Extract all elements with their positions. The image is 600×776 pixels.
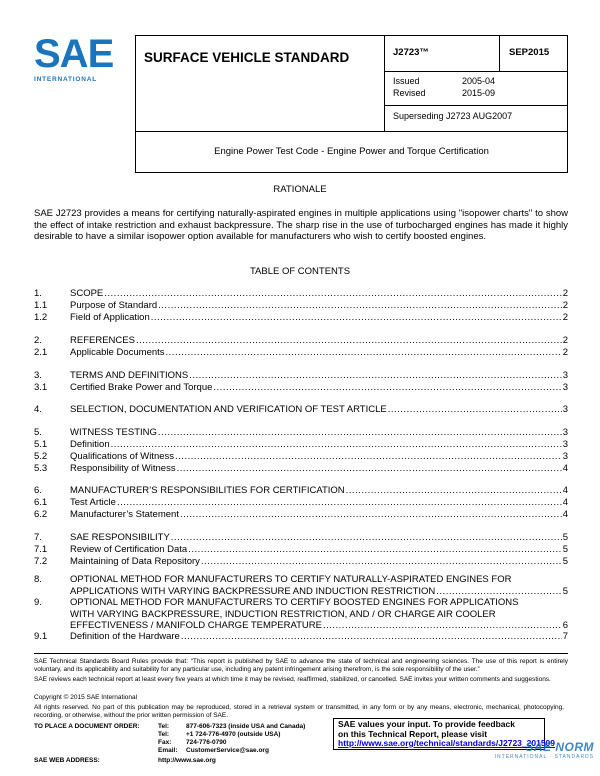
toc-title: Certified Brake Power and Torque (70, 382, 213, 393)
watermark-text: SAE NORM (525, 740, 594, 754)
header-divider (384, 35, 385, 132)
feedback-link[interactable]: http://www.sae.org/technical/standards/J2723_201509 (338, 738, 555, 748)
toc-page-number: 4 (562, 463, 568, 474)
toc-title: SCOPE (70, 288, 104, 299)
toc-title: SELECTION, DOCUMENTATION AND VERIFICATION OF TEST ARTICLE (70, 404, 387, 415)
toc-title: Field of Application (70, 312, 150, 323)
fax-label: Fax: (158, 739, 172, 746)
toc-page-number: 3 (562, 427, 568, 438)
toc-leader-dots (166, 347, 562, 359)
toc-leader-dots (111, 439, 562, 451)
toc-page-number: 7 (562, 631, 568, 642)
toc-leader-dots (171, 532, 562, 544)
footer-note: All rights reserved. No part of this publication may be reproduced, stored in a retrieval system or transmitted, in any form or by any means, electronic, mechanical, photocopying, recording, or otherwise, without the prior written permission of SAE. (34, 704, 564, 719)
revised-label: Revised (393, 88, 426, 98)
toc-number: 9.1 (34, 631, 48, 642)
toc-leader-dots (117, 497, 562, 509)
toc-number: 7.2 (34, 556, 48, 567)
toc-page-number: 3 (562, 382, 568, 393)
toc-number: 8. (34, 574, 42, 585)
header-divider (384, 71, 568, 72)
toc-number: 9. (34, 597, 42, 608)
toc-leader-dots (213, 382, 561, 394)
toc-page-number: 2 (562, 335, 568, 346)
toc-page-number: 2 (562, 312, 568, 323)
toc-page-number: 5 (562, 532, 568, 543)
toc-leader-dots (136, 335, 562, 347)
toc-number: 3.1 (34, 382, 48, 393)
toc-number: 6. (34, 485, 42, 496)
toc-title: Manufacturer’s Statement (70, 509, 179, 520)
header-divider (384, 105, 568, 106)
toc-page-number: 4 (562, 497, 568, 508)
toc-page-number: 5 (562, 585, 568, 597)
toc-title-line: OPTIONAL METHOD FOR MANUFACTURERS TO CERTIFY BOOSTED ENGINES FOR APPLICATIONS (70, 597, 519, 608)
toc-page-number: 4 (562, 509, 568, 520)
email-value[interactable]: CustomerService@sae.org (186, 747, 269, 754)
toc-title: Definition (70, 439, 110, 450)
toc-title: Definition of the Hardware (70, 631, 180, 642)
toc-number: 5.3 (34, 463, 48, 474)
toc-title: Review of Certification Data (70, 544, 188, 555)
toc-leader-dots (189, 370, 561, 382)
toc-number: 7. (34, 532, 42, 543)
toc-title: REFERENCES (70, 335, 135, 346)
toc-title: Applicable Documents (70, 347, 165, 358)
toc-leader-dots (104, 288, 561, 300)
toc-leader-dots (181, 631, 562, 643)
watermark-subtext: INTERNATIONAL · STANDARDS (494, 754, 594, 760)
rationale-text: SAE J2723 provides a means for certifying naturally-aspirated engines in multiple applications using "isopower charts" to show the effect of intake restriction and exhaust backpressure. The sharp rise in the use of turbocharged engines has made it highly desirable to have a similar isopower option available for manufacturers who wish to certify boosted engines. (34, 208, 568, 243)
web-label: SAE WEB ADDRESS: (34, 757, 100, 764)
toc-leader-dots (180, 509, 562, 521)
footer-rule (34, 653, 568, 654)
toc-page-number: 5 (562, 556, 568, 567)
footer-note: SAE reviews each technical report at least every five years at which time it may be revised, reaffirmed, stabilized, or cancelled. SAE invites your written comments and suggestions. (34, 676, 551, 683)
toc-title: MANUFACTURER’S RESPONSIBILITIES FOR CERTIFICATION (70, 485, 345, 496)
toc-page-number: 4 (562, 485, 568, 496)
toc-page-number: 5 (562, 544, 568, 555)
superseding-note: Superseding J2723 AUG2007 (393, 111, 513, 121)
toc-number: 1. (34, 288, 42, 299)
toc-leader-dots (346, 485, 562, 497)
feedback-text: on this Technical Report, please visit (338, 728, 488, 739)
toc-leader-dots (158, 300, 562, 312)
toc-number: 2. (34, 335, 42, 346)
toc-heading: TABLE OF CONTENTS (249, 266, 351, 277)
toc-page-number: 3 (562, 451, 568, 462)
logo-subtitle: INTERNATIONAL (34, 76, 97, 83)
toc-number: 1.2 (34, 312, 48, 323)
document-number: J2723™ (393, 47, 429, 58)
revised-value: 2015-09 (462, 88, 496, 98)
copyright: Copyright © 2015 SAE International (34, 694, 138, 701)
tel-value: +1 724-776-4970 (outside USA) (186, 731, 281, 738)
toc-page-number: 3 (562, 404, 568, 415)
fax-value: 724-776-0790 (186, 739, 227, 746)
document-date: SEP2015 (509, 47, 550, 58)
toc-title: Purpose of Standard (70, 300, 158, 311)
toc-leader-dots (177, 463, 562, 475)
toc-title: SAE RESPONSIBILITY (70, 532, 170, 543)
toc-leader-dots (201, 556, 562, 568)
footer-note: SAE Technical Standards Board Rules provide that: “This report is published by SAE to advance the state of technical and engineering sciences. The use of this report is entirely voluntary, and its applicability and suitability for any particular use, including any patent infringement arising therefrom, is the sole responsibility of the user.” (34, 658, 568, 673)
toc-number: 1.1 (34, 300, 48, 311)
toc-page-number: 2 (562, 288, 568, 299)
watermark (470, 740, 600, 776)
logo-wordmark: SAE (34, 32, 114, 76)
order-label: TO PLACE A DOCUMENT ORDER: (34, 723, 140, 730)
document-subtitle: Engine Power Test Code - Engine Power and Torque Certification (214, 146, 489, 157)
toc-number: 6.2 (34, 509, 48, 520)
toc-number: 3. (34, 370, 42, 381)
tel-label: Tel: (158, 723, 170, 730)
toc-leader-dots (175, 451, 562, 463)
toc-title: Maintaining of Data Repository (70, 556, 200, 567)
toc-number: 5. (34, 427, 42, 438)
web-value[interactable]: http://www.sae.org (158, 757, 216, 764)
tel-value: 877-606-7323 (inside USA and Canada) (186, 723, 306, 730)
issued-value: 2005-04 (462, 76, 496, 86)
toc-number: 7.1 (34, 544, 48, 555)
toc-title: APPLICATIONS WITH VARYING BACKPRESSURE AND INDUCTION RESTRICTION (70, 585, 436, 597)
document-type-title: SURFACE VEHICLE STANDARD (144, 50, 350, 65)
toc-title-line: OPTIONAL METHOD FOR MANUFACTURERS TO CERTIFY NATURALLY-ASPIRATED ENGINES FOR (70, 574, 512, 585)
toc-title: WITNESS TESTING (70, 427, 157, 438)
toc-title-line: WITH VARYING BACKPRESSURE, INDUCTION RESTRICTION, AND / OR CHARGE AIR COOLER (70, 608, 496, 620)
sae-logo (34, 34, 118, 86)
toc-page-number: 6 (562, 620, 568, 632)
toc-title: Qualifications of Witness (70, 451, 175, 462)
toc-number: 2.1 (34, 347, 48, 358)
toc-leader-dots (151, 312, 562, 324)
header-divider (499, 35, 500, 71)
toc-number: 6.1 (34, 497, 48, 508)
toc-leader-dots (436, 586, 561, 598)
toc-number: 4. (34, 404, 42, 415)
toc-page-number: 2 (562, 347, 568, 358)
tel-label: Tel: (158, 731, 170, 738)
feedback-text: SAE values your input. To provide feedback (338, 719, 515, 729)
toc-leader-dots (388, 404, 562, 416)
rationale-heading: RATIONALE (273, 184, 327, 195)
toc-leader-dots (188, 544, 561, 556)
toc-title: TERMS AND DEFINITIONS (70, 370, 189, 381)
toc-title: Responsibility of Witness (70, 463, 176, 474)
toc-number: 5.2 (34, 451, 48, 462)
toc-leader-dots (158, 427, 562, 439)
toc-page-number: 3 (562, 370, 568, 381)
email-label: Email: (158, 747, 178, 754)
toc-title: EFFECTIVENESS / MANIFOLD CHARGE TEMPERATURE (70, 620, 322, 632)
toc-title: Test Article (70, 497, 116, 508)
toc-page-number: 3 (562, 439, 568, 450)
issued-label: Issued (393, 76, 420, 86)
toc-page-number: 2 (562, 300, 568, 311)
toc-number: 5.1 (34, 439, 48, 450)
